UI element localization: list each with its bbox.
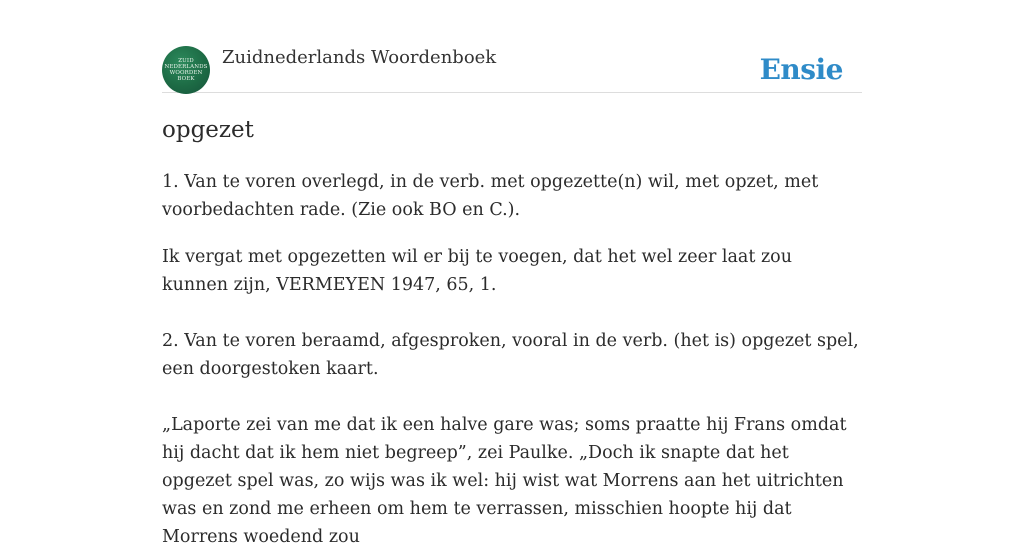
example-quote: „Laporte zei van me dat ik een halve gare was; soms praatte hij Frans omdat hij dacht dat ik hem niet begreep”, zei Paulke. „Doch ik snapte dat het opgezet spel was, zo wijs was ik wel: hij wist wat Morrens aan het uitrichten was en zond me erheen om hem te verrassen, misschien hoopte hij dat Morrens woedend zou [162, 415, 847, 547]
logo-text-line: WOORDEN [169, 70, 203, 76]
dictionary-title-link[interactable]: Zuidnederlands Woordenboek [222, 47, 497, 68]
logo-text-line: ZUID [178, 58, 194, 64]
entry-definition [162, 168, 862, 551]
dictionary-logo[interactable] [162, 46, 210, 94]
site-header [162, 46, 862, 93]
ensie-brand-logo[interactable]: Ensie [759, 53, 843, 86]
logo-text-line: NEDERLANDS [164, 64, 208, 70]
example-quote: Ik vergat met opgezetten wil er bij te voegen, dat het wel zeer laat zou kunnen zijn, VERMEYEN 1947, 65, 1. [162, 247, 792, 295]
entry-headword: opgezet [162, 117, 254, 143]
definition-paragraph: 2. Van te voren beraamd, afgesproken, vooral in de verb. (het is) opgezet spel, een doorgestoken kaart. [162, 331, 859, 379]
logo-text-line: BOEK [177, 76, 195, 82]
page [162, 0, 862, 547]
definition-paragraph: 1. Van te voren overlegd, in de verb. met opgezette(n) wil, met opzet, met voorbedachten rade. (Zie ook BO en C.). [162, 172, 819, 220]
